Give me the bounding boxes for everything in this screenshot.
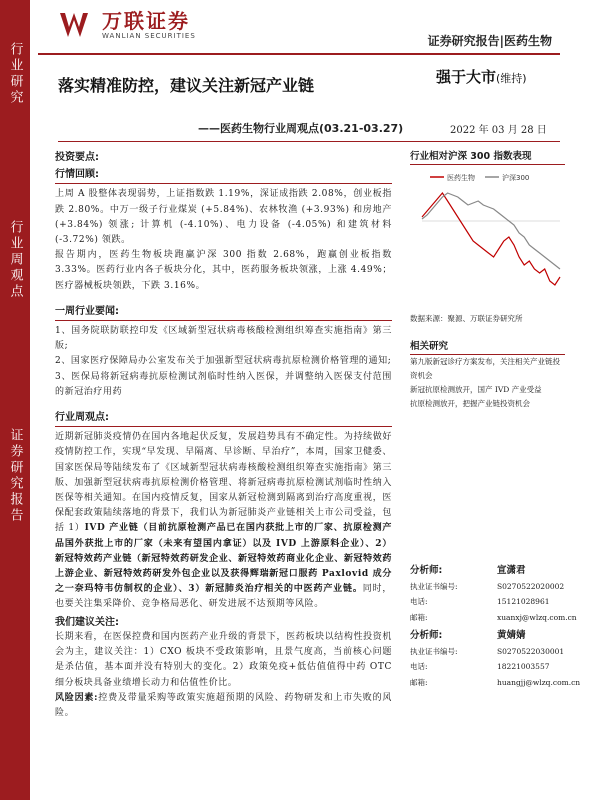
cert-label: 执业证书编号:: [410, 581, 458, 591]
wanlian-logo-icon: [58, 10, 98, 40]
risk-text: 控费及带量采购等政策实施超预期的风险、药物研发和上市失败的风险。: [55, 692, 392, 718]
analyst-card: [410, 563, 577, 625]
phone-number: 15121028961: [497, 597, 550, 606]
email-address[interactable]: xuanxj@wlzq.com.cn: [497, 612, 577, 622]
analyst-role: 分析师:: [410, 565, 443, 576]
cert-label: 执业证书编号:: [410, 646, 458, 656]
report-subtitle: ——医药生物行业周观点(03.21-03.27): [198, 122, 404, 135]
market-paragraph-1: 上周 A 股整体表现弱势，上证指数跌 1.19%，深证成指跌 2.08%，创业板指跌 2.80%。中万一级子行业煤炭 (+5.84%)、农林牧渔 (+3.93%) 和房地产 (+3.84%) 领涨; 计算机 (-4.10%)、电力设备 (-4.05%) 和建筑材料 (-3.72%) 领跌。: [55, 189, 392, 246]
related-item[interactable]: 第九版新冠诊疗方案发布，关注相关产业链投资机会: [410, 357, 560, 380]
series-line: [422, 193, 560, 269]
email-address[interactable]: huangjj@wlzq.com.cn: [497, 677, 581, 687]
logo-cn: 万联证券: [102, 9, 190, 33]
right-column: [410, 148, 565, 411]
risk-heading: 风险因素:: [55, 692, 99, 703]
chart-source: 数据来源：聚源、万联证券研究所: [410, 314, 523, 323]
legend-label: 沪深300: [502, 174, 530, 182]
analyst-role: 分析师:: [410, 630, 443, 641]
analyst-name: 宣潇君: [497, 565, 526, 576]
view-bold-text: IVD 产业链（目前抗原检测产品已在国内获批上市的厂家、抗原检测产品国外获批上市的厂家（未来有望国内拿证）以及 IVD 上游原料企业）、2）新冠特效药产业链（新冠特效药研发企业、新冠特效药商业化企业、新冠特效药上游企业、新冠特效药研发外包企业以及获得辉瑞新冠口服药 Paxlovid 成分之一奈玛特韦仿制权的企业）、3）新冠肺炎治疗相关的中医药产业链。: [55, 523, 392, 595]
main-content: [55, 148, 392, 721]
phone-number: 18221003557: [497, 662, 550, 671]
analyst-name: 黄婧婧: [497, 630, 526, 641]
risk-paragraph: [55, 691, 392, 721]
sidebar-label-weekly-view: 行业周观点: [7, 220, 23, 300]
phone-label: 电话:: [410, 597, 428, 606]
market-heading: 行情回顾:: [55, 167, 392, 184]
perf-chart: [410, 167, 565, 307]
title-divider: [58, 141, 560, 142]
news-item: 3、医保局将新冠病毒抗原检测试剂临时性纳入医保，并调整纳入医保支付范围的新冠治疗用药: [55, 371, 392, 397]
email-label: 邮箱:: [410, 612, 428, 622]
analyst-card: [410, 628, 581, 690]
view-paragraph: [55, 430, 392, 612]
view-text: 近期新冠肺炎疫情仍在国内各地起伏反复，发展趋势具有不确定性。为持续做好疫情防控工作，实现“早发现、早隔离、早诊断、早治疗”，本周，国家卫健委、国家医保局等陆续发布了《区域新型冠状病毒核酸检测组织筹查实施指南》第三版、加强新型冠状病毒抗原检测价格管理、将新冠病毒抗原检测试剂临时性纳入医保等相关通知。在国内疫情反复，国家从新冠检测到隔离到治疗高度重视，医保配套政策陆续落地的背景下，我们认为新冠肺炎产业链相关上市公司受益，包括 1）: [55, 432, 392, 534]
related-item[interactable]: 新冠抗原检测放开，国产 IVD 产业受益: [410, 385, 542, 394]
market-paragraph-2: 报告期内，医药生物板块跑赢沪深 300 指数 2.68%，跑赢创业板指数 3.33%。医药行业内各子板块分化，其中，医药服务板块领涨，上涨 4.49%；医疗器械板块领跌，下跌 3.16%。: [55, 250, 392, 291]
cert-number: S0270522030001: [497, 646, 565, 656]
sidebar: [0, 0, 30, 800]
legend-label: 医药生物: [447, 174, 475, 182]
longterm-heading: 我们建议关注:: [55, 616, 119, 628]
rating-sub: (维持): [496, 72, 527, 85]
email-label: 邮箱:: [410, 677, 428, 687]
series-line: [422, 193, 560, 285]
rating-main: 强于大市: [436, 68, 497, 86]
related-item[interactable]: 抗原检测放开，把握产业链投资机会: [410, 399, 530, 408]
company-logo: [58, 10, 196, 40]
sidebar-label-industry-research: 行业研究: [7, 42, 23, 106]
logo-en: WANLIAN SECURITIES: [102, 32, 196, 40]
report-type: 证券研究报告|医药生物: [427, 34, 552, 48]
header-divider: [38, 53, 560, 55]
view-tail-text: 同时，也要关注集采降价、竞争格局恶化、研发进展不达预期等风险。: [55, 584, 392, 610]
news-item: 2、国家医疗保障局办公室发布关于加强新型冠状病毒抗原检测价格管理的通知;: [55, 356, 392, 367]
report-title: 落实精准防控，建议关注新冠产业链: [58, 76, 315, 95]
sidebar-label-securities-report: 证券研究报告: [7, 428, 23, 524]
news-item: 1、国务院联防联控印发《区域新型冠状病毒核酸检测组织筹查实施指南》第三版;: [55, 326, 392, 352]
view-heading: 行业周观点:: [55, 410, 392, 427]
news-heading: 一周行业要闻:: [55, 304, 392, 321]
rating: [436, 66, 527, 87]
related-heading: 相关研究: [410, 338, 565, 355]
cert-number: S0270522020002: [497, 581, 565, 591]
chart-legend: [430, 173, 529, 182]
phone-label: 电话:: [410, 662, 428, 671]
summary-heading: 投资要点:: [55, 152, 99, 163]
report-date: 2022 年 03 月 28 日: [450, 125, 547, 136]
perf-heading: 行业相对沪深 300 指数表现: [410, 148, 565, 165]
longterm-paragraph: 长期来看，在医保控费和国内医药产业升级的背景下，医药板块以结构性投资机会为主，建议关注：1）CXO 板块不受政策影响，且景气度高，当前核心问题是杀估值，基本面并没有特别大的变化。2）政策免疫+低估值值得中药 OTC 细分板块具备业绩增长动力和估值性价比。: [55, 631, 392, 688]
